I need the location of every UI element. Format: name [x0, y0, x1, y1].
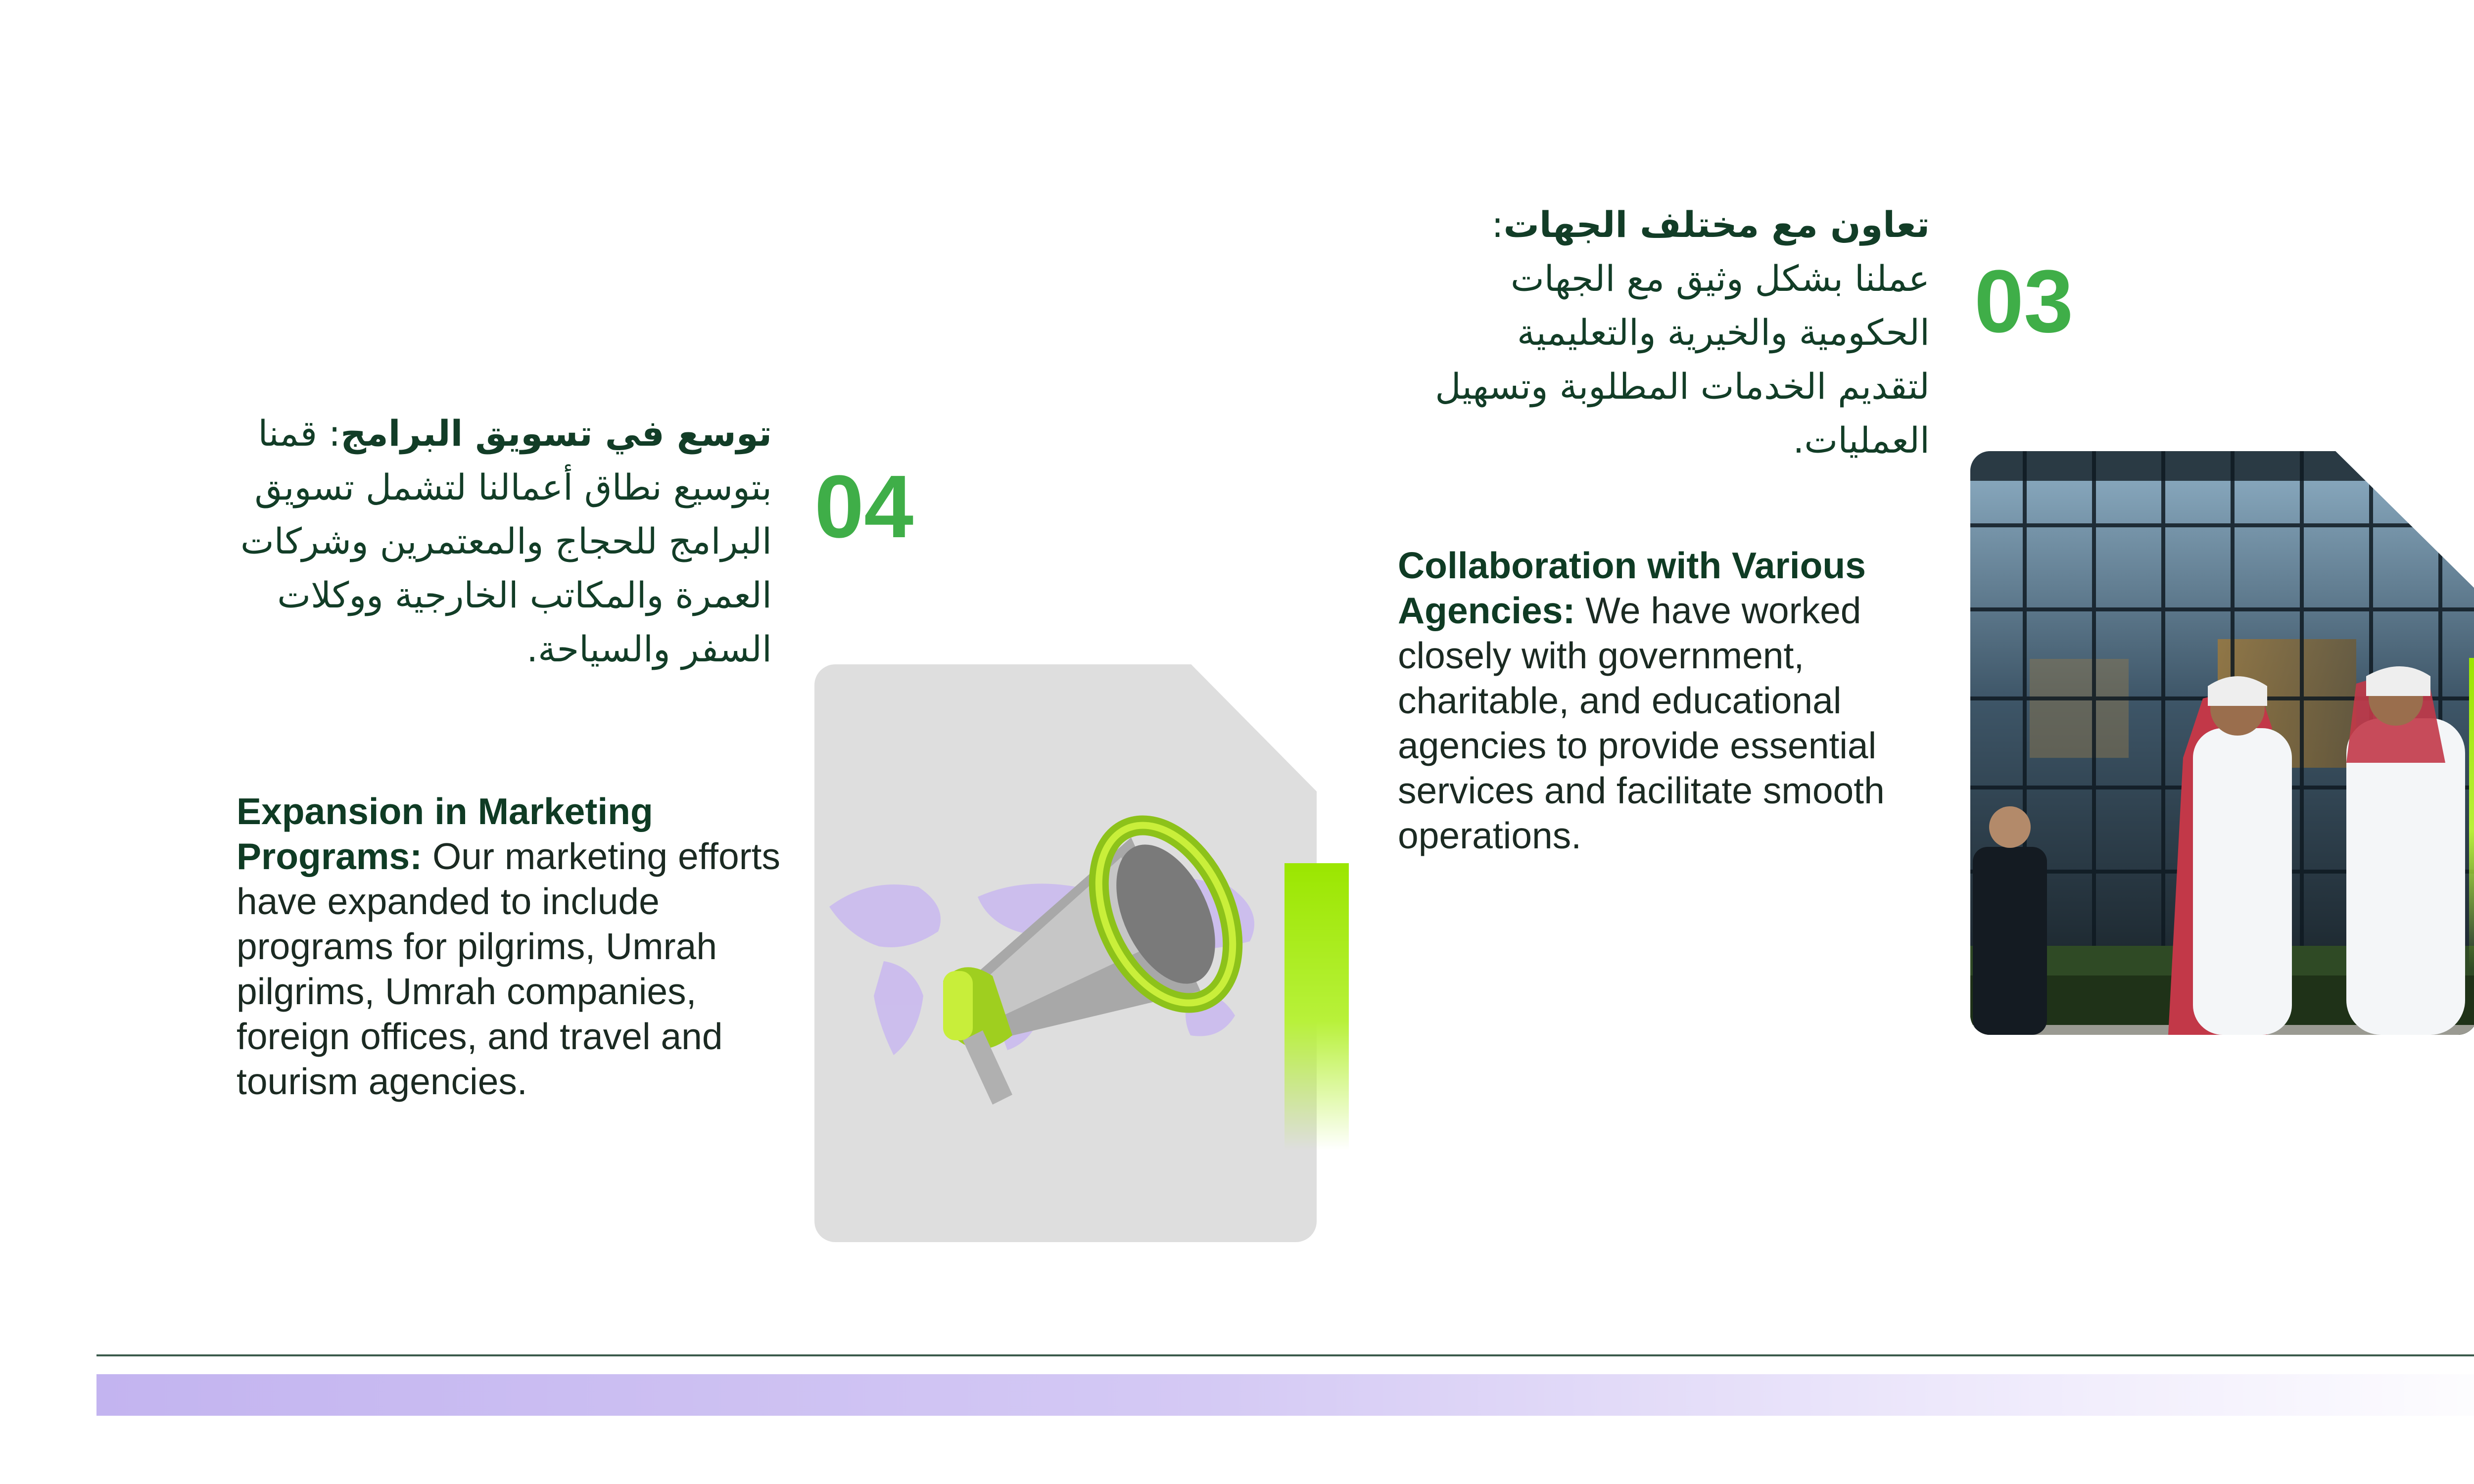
item-04-english-body: Our marketing efforts have expanded to include programs for pilgrims, Umrah pilgrims, Umrah companies, foreign offices, and travel and tourism agencies. — [237, 835, 781, 1102]
item-04-accent-bar — [1285, 863, 1349, 1150]
world-map-icon — [814, 664, 1317, 1242]
footer-divider — [96, 1354, 2474, 1356]
megaphone-icon — [943, 804, 1259, 1105]
item-03-accent-bar — [2469, 658, 2474, 970]
item-03-english-title: Collaboration with Various Agencies: — [1398, 545, 1866, 631]
item-03-arabic-title: تعاون مع مختلف الجهات — [1503, 204, 1930, 245]
people-walking-photo-icon — [1970, 451, 2474, 1035]
item-04-english-text — [237, 789, 781, 1104]
item-03-arabic-body: : عملنا بشكل وثيق مع الجهات الحكومية والخيرية والتعليمية لتقديم الخدمات المطلوبة وتسهيل العمليات. — [1435, 204, 1930, 461]
item-03-photo — [1970, 451, 2474, 1035]
item-04-arabic-body: : قمنا بتوسيع نطاق أعمالنا لتشمل تسويق البرامج للحجاج والمعتمرين وشركات العمرة والمكاتب الخارجية ووكلات السفر والسياحة. — [240, 413, 772, 670]
footer-band — [96, 1374, 2474, 1416]
item-04-english-title: Expansion in Marketing Programs: — [237, 790, 653, 877]
item-04-number: 04 — [814, 457, 914, 556]
item-03-english-body: We have worked closely with government, charitable, and educational agencies to provide essential services and facilitate smooth operations. — [1398, 590, 1885, 856]
item-04-image-card — [814, 664, 1317, 1242]
item-03-english-text — [1398, 543, 1947, 858]
item-03-number: 03 — [1974, 252, 2074, 351]
item-04-arabic-text — [218, 407, 772, 676]
item-04-arabic-title: توسع في تسويق البرامج — [340, 413, 772, 454]
item-03-arabic-text — [1425, 198, 1930, 467]
